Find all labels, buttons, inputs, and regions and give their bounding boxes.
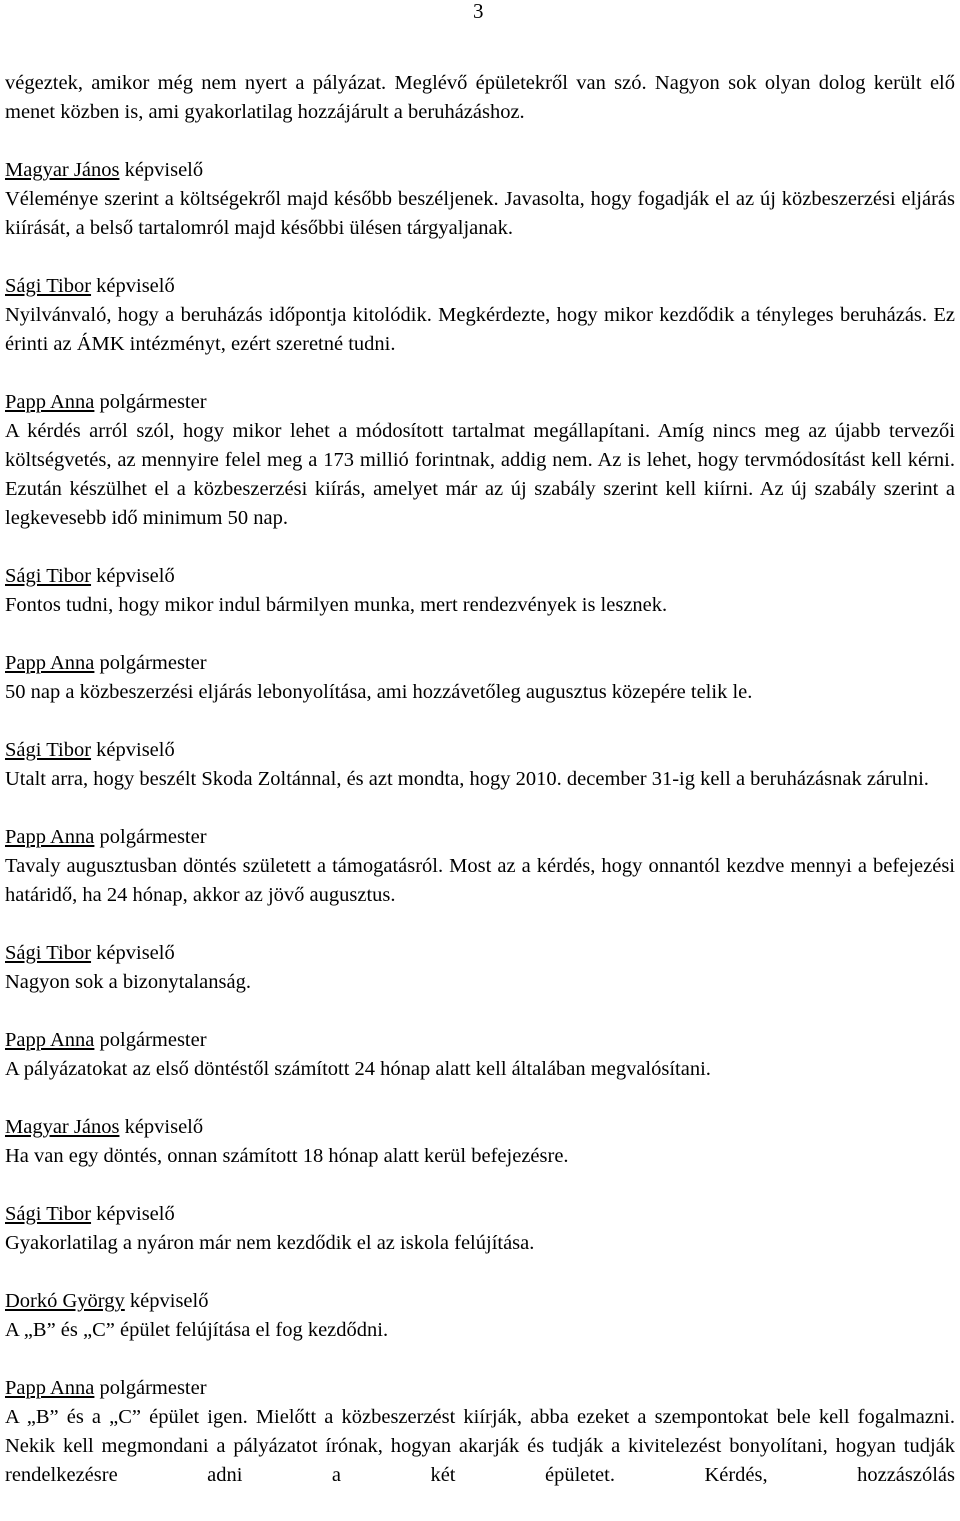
speaker-entry <box>5 649 955 707</box>
speaker-role: polgármester <box>99 391 207 413</box>
speaker-entry <box>5 939 955 997</box>
speaker-role: képviselő <box>96 942 175 964</box>
speaker-name: Magyar János <box>5 159 120 181</box>
speaker-entry <box>5 1026 955 1084</box>
speaker-name: Papp Anna <box>5 1377 95 1399</box>
minutes-body <box>5 69 955 1490</box>
speaker-role: képviselő <box>96 1203 175 1225</box>
page-number: 3 <box>473 0 484 23</box>
speaker-role: képviselő <box>124 1116 204 1138</box>
speech-text: Nyilvánvaló, hogy a beruházás időpontja kitolódik. Megkérdezte, hogy mikor kezdődik a tényleges beruházás. Ez érinti az ÁMK intézményt, ezért szeretné tudni. <box>5 304 955 355</box>
speaker-name: Sági Tibor <box>5 739 92 761</box>
speaker-role: polgármester <box>99 1377 207 1399</box>
speaker-line <box>5 823 955 852</box>
speaker-line <box>5 156 955 185</box>
speaker-name: Sági Tibor <box>5 565 92 587</box>
speaker-name: Sági Tibor <box>5 275 92 297</box>
speech-text: Véleménye szerint a költségekről majd később beszéljenek. Javasolta, hogy fogadják el az új közbeszerzési eljárás kiírását, a belső tartalomról majd későbbi ülésen tárgyaljanak. <box>5 188 955 239</box>
speaker-entry <box>5 388 955 533</box>
speaker-name: Sági Tibor <box>5 942 92 964</box>
speech-text: Ha van egy döntés, onnan számított 18 hónap alatt kerül befejezésre. <box>5 1145 569 1167</box>
speaker-entries <box>5 156 955 1490</box>
speaker-name: Magyar János <box>5 1116 120 1138</box>
speaker-entry <box>5 272 955 359</box>
speaker-name: Papp Anna <box>5 1029 95 1051</box>
speaker-line <box>5 388 955 417</box>
speaker-entry <box>5 736 955 794</box>
speaker-name: Dorkó György <box>5 1290 125 1312</box>
speaker-role: képviselő <box>96 565 175 587</box>
speech-text: A kérdés arról szól, hogy mikor lehet a módosított tartalmat megállapítani. Amíg nincs meg az újabb tervezői költségvetés, az mennyire felel meg a 173 millió forintnak, addig nem. Az is lehet, hogy tervmódosítást kell kérni. Ezután készülhet el a közbeszerzési kiírás, amelyet már az új szabály szerint kell kiírni. Az új szabály szerint a legkevesebb idő minimum 50 nap. <box>5 420 955 529</box>
speaker-entry <box>5 1113 955 1171</box>
speaker-name: Papp Anna <box>5 391 95 413</box>
speech-text: A pályázatokat az első döntéstől számított 24 hónap alatt kell általában megvalósítani. <box>5 1058 711 1080</box>
speaker-role: képviselő <box>124 159 204 181</box>
speaker-role: képviselő <box>96 739 175 761</box>
speaker-line <box>5 1113 955 1142</box>
speaker-role: polgármester <box>99 826 207 848</box>
speech-text: Utalt arra, hogy beszélt Skoda Zoltánnal, és azt mondta, hogy 2010. december 31-ig kell a beruházásnak zárulni. <box>5 768 929 790</box>
speech-text: A „B” és „C” épület felújítása el fog kezdődni. <box>5 1319 389 1341</box>
speaker-line <box>5 1287 955 1316</box>
speaker-line <box>5 272 955 301</box>
speaker-line <box>5 939 955 968</box>
speech-text: Gyakorlatilag a nyáron már nem kezdődik el az iskola felújítása. <box>5 1232 535 1254</box>
speaker-line <box>5 562 955 591</box>
intro-paragraph: végeztek, amikor még nem nyert a pályázat. Meglévő épületekről van szó. Nagyon sok olyan dolog került elő menet közben is, ami gyakorlatilag hozzájárult a beruházáshoz. <box>5 72 955 123</box>
speaker-entry <box>5 562 955 620</box>
speaker-line <box>5 736 955 765</box>
speaker-entry <box>5 156 955 243</box>
speech-text: Tavaly augusztusban döntés született a támogatásról. Most az a kérdés, hogy onnantól kezdve mennyi a befejezési határidő, ha 24 hónap, akkor az jövő augusztus. <box>5 855 955 906</box>
speaker-entry <box>5 1287 955 1345</box>
speaker-role: képviselő <box>129 1290 209 1312</box>
speaker-line <box>5 1200 955 1229</box>
speaker-name: Sági Tibor <box>5 1203 92 1225</box>
speech-text: Fontos tudni, hogy mikor indul bármilyen munka, mert rendezvények is lesznek. <box>5 594 668 616</box>
speaker-entry <box>5 1374 955 1490</box>
speaker-name: Papp Anna <box>5 826 95 848</box>
speaker-line <box>5 1026 955 1055</box>
speaker-line <box>5 649 955 678</box>
speaker-entry <box>5 1200 955 1258</box>
speech-text: 50 nap a közbeszerzési eljárás lebonyolítása, ami hozzávetőleg augusztus közepére telik le. <box>5 681 753 703</box>
speaker-entry <box>5 823 955 910</box>
speech-text: A „B” és a „C” épület igen. Mielőtt a közbeszerzést kiírják, abba ezeket a szempontokat bele kell fogalmazni. Nekik kell megmondani a pályázatot írónak, hogyan akarják és tudják a kivitelezést bonyolítani, hogyan tudják rendelkezésre adni a két épületet. Kérdés, hozzászólás <box>5 1406 955 1486</box>
speaker-name: Papp Anna <box>5 652 95 674</box>
speaker-role: képviselő <box>96 275 175 297</box>
speaker-role: polgármester <box>99 1029 207 1051</box>
speaker-role: polgármester <box>99 652 207 674</box>
speech-text: Nagyon sok a bizonytalanság. <box>5 971 251 993</box>
speaker-line <box>5 1374 955 1403</box>
